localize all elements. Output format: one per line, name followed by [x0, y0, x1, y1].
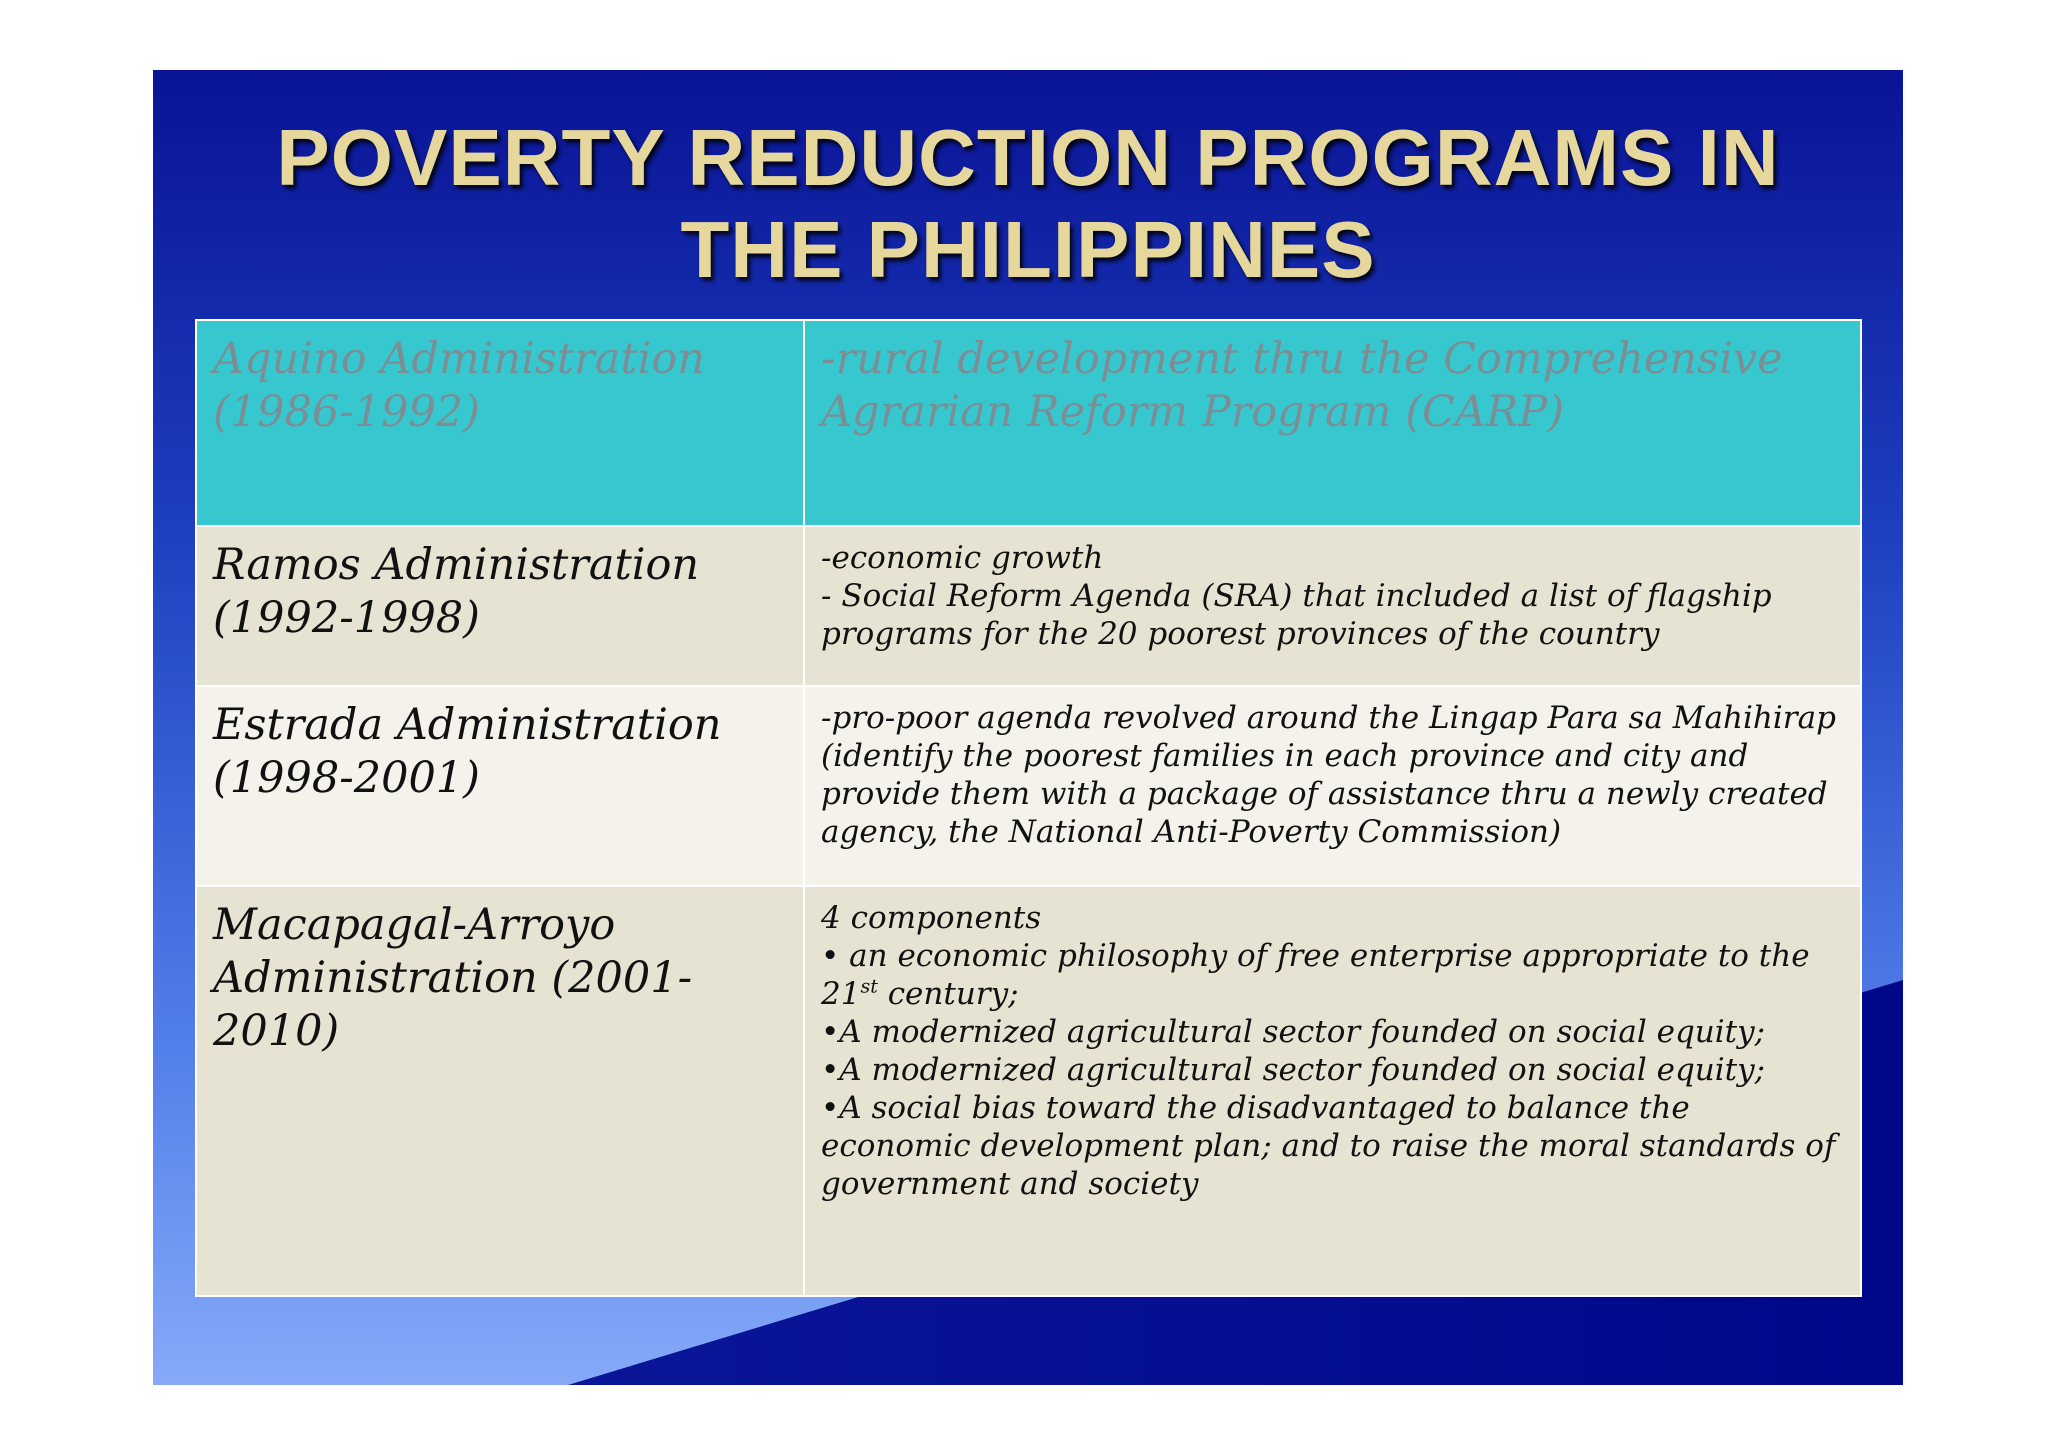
title-line-2: THE PHILIPPINES — [680, 205, 1376, 294]
table-row — [196, 320, 1861, 526]
ordinal-suffix: st — [860, 975, 878, 998]
program-line: •A social bias toward the disadvantaged to balance the economic development plan; and to raise the moral standards of government and society — [821, 1090, 1836, 1202]
program-line: •A modernized agricultural sector founded on social equity; — [821, 1052, 1766, 1088]
administration-cell: Ramos Administration (1992-1998) — [196, 526, 804, 686]
program-line: -rural development thru the Comprehensive Agrarian Reform Program (CARP) — [821, 334, 1783, 437]
program-cell — [804, 320, 1861, 526]
administration-cell: Aquino Administration (1986-1992) — [196, 320, 804, 526]
title-line-1: POVERTY REDUCTION PROGRAMS IN — [276, 113, 1780, 202]
administration-cell: Estrada Administration (1998-2001) — [196, 686, 804, 886]
program-line: -pro-poor agenda revolved around the Lingap Para sa Mahihirap (identify the poorest families in each province and city and provide them with a package of assistance thru a newly created agency, the National Anti-Poverty Commission) — [821, 700, 1836, 850]
program-line: •A modernized agricultural sector founded on social equity; — [821, 1014, 1766, 1050]
program-text: century; — [877, 976, 1019, 1012]
program-cell — [804, 886, 1861, 1296]
table-row — [196, 886, 1861, 1296]
table-row — [196, 526, 1861, 686]
program-cell — [804, 686, 1861, 886]
administration-cell: Macapagal-Arroyo Administration (2001-2010) — [196, 886, 804, 1296]
program-text: • an economic philosophy of free enterprise appropriate to the 21 — [821, 938, 1810, 1012]
slide — [153, 70, 1903, 1385]
program-line: 4 components — [821, 900, 1042, 936]
programs-table — [195, 319, 1862, 1297]
program-line: - Social Reform Agenda (SRA) that included a list of flagship programs for the 20 poorest provinces of the country — [821, 578, 1772, 652]
program-line: -economic growth — [821, 540, 1104, 576]
program-cell — [804, 526, 1861, 686]
slide-title — [153, 112, 1903, 296]
table-row — [196, 686, 1861, 886]
program-line — [821, 937, 1844, 1013]
